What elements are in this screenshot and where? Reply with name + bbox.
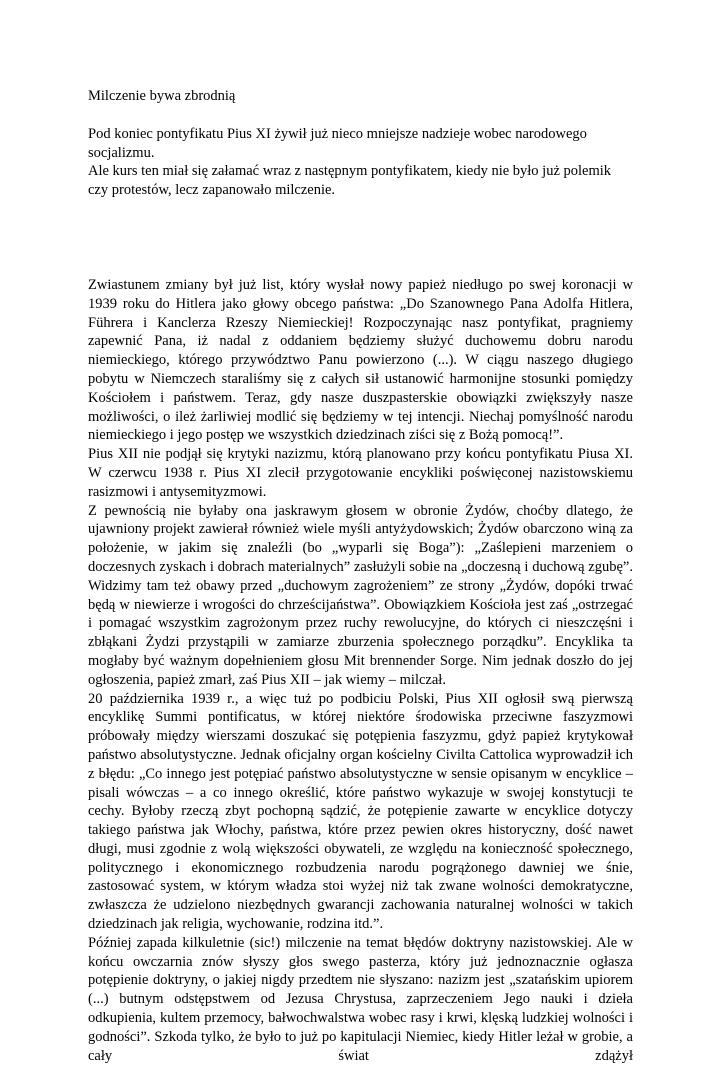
body-paragraph: Później zapada kilkuletnie (sic!) milczenie na temat błędów doktryny nazistowskiej. Ale w końcu owczarnia znów słyszy głos swego pasterza, który już jednoznacznie ogłasza potępienie doktryny, o jakiej nigdy przedtem nie słyszano: nazizm jest „szatańskim upiorem (...) butnym odstępstwem od Jezusa Chrystusa, zaprzeczeniem Jego nauki i dzieła odkupienia, kultem przemocy, bałwochwalstwa wobec rasy i krwi, klęską ludzkiej wolności i godności”. Szkoda tylko, że było to już po kapitulacji Niemiec, kiedy Hitler leżał w grobie, a cały świat zdążył (88, 934, 633, 1064)
body-paragraph: Z pewnością nie byłaby ona jaskrawym głosem w obronie Żydów, choćby dlatego, że ujawniony projekt zawierał również wiele myśli antyżydowskich; Żydów obarczono winą za położenie, w jakim się znaleźli (bo „wyparli się Boga”): „Zaślepieni marzeniem o doczesnych zyskach i dobrach materialnych” zasłużyli sobie na „doczesną i duchową zgubę”. Widzimy tam też obawy przed „duchowym zagrożeniem” ze strony „Żydów, dopóki trwać będą w niewierze i wrogości do chrześcijaństwa”. Obowiązkiem Kościoła jest zaś „ostrzegać i pomagać wszystkim zagrożonym przez ruchy rewolucyjne, do których ci nieszczęśni i zbłąkani Żydzi przystąpili w zamiarze zburzenia społecznego porządku”. Encyklika ta mogłaby być ważnym dopełnieniem głosu Mit brennender Sorge. Nim jednak doszło do jej ogłoszenia, papież zmarł, zaś Pius XII – jak wiemy – milczał. (88, 502, 633, 688)
body-paragraph: Zwiastunem zmiany był już list, który wysłał nowy papież niedługo po swej koronacji w 1939 roku do Hitlera jako głowy obcego państwa: „Do Szanownego Pana Adolfa Hitlera, Führera i Kanclerza Rzeszy Niemieckiej! Rozpoczynając nasz pontyfikat, pragniemy zapewnić Pana, iż nadal z oddaniem będziemy służyć duchowemu dobru narodu niemieckiego, którego przywództwo Panu powierzono (...). W ciągu naszego długiego pobytu w Niemczech staraliśmy się z całych sił ustanowić harmonijne stosunki pomiędzy Kościołem i państwem. Teraz, gdy nasze duszpasterskie obowiązki zwiększyły nasze możliwości, o ileż żarliwiej modlić się będziemy w tej intencji. Niechaj pomyślność narodu niemieckiego i jego postęp we wszystkich dziedzinach ziści się z Bożą pomocą!”. (88, 276, 633, 444)
document-title: Milczenie bywa zbrodnią (88, 88, 236, 104)
body-paragraph: Pius XII nie podjął się krytyki nazizmu, którą planowano przy końcu pontyfikatu Piusa XI. W czerwcu 1938 r. Pius XI zlecił przygotowanie encykliki poświęconej nazistowskiemu rasizmowi i antysemityzmowi. (88, 446, 633, 500)
section-gap (88, 200, 633, 276)
intro-section (88, 125, 633, 200)
intro-paragraph: Ale kurs ten miał się załamać wraz z następnym pontyfikatem, kiedy nie było już polemik czy protestów, lecz zapanowało milczenie. (88, 163, 612, 199)
document-page (88, 87, 633, 1065)
body-section (88, 276, 633, 1065)
body-paragraph: 20 października 1939 r., a więc tuż po podbiciu Polski, Pius XII ogłosił swą pierwszą encyklikę Summi pontificatus, w której niektóre środowiska przeciwne faszyzmowi próbowały między wierszami doszukać się potępienia faszyzmu, gdyż papież krytykował państwo absolutystyczne. Jednak oficjalny organ kościelny Civilta Cattolica wyprowadził ich z błędu: „Co innego jest potępiać państwo absolutystyczne w sensie opisanym w encyklice – pisali wówczas – a co innego określić, które państwo wykazuje w swojej konstytucji te cechy. Byłoby rzeczą zbyt pochopną sądzić, że potępienie zawarte w encyklice dotyczy takiego państwa jak Włochy, państwa, które przez pewien okres historyczny, dość nawet długi, musi zgodnie z wolą większości obywateli, ze względu na konieczność społecznego, politycznego i ekonomicznego rozbudzenia narodu pogrążonego dawniej we śnie, zastosować system, w którym władza stoi wyżej niż tak zwane wolności demokratyczne, zwłaszcza że udzielono niezbędnych gwarancji zachowania naturalnej wolności w takich dziedzinach jak religia, wychowanie, rodzina itd.”. (88, 690, 633, 933)
intro-paragraph: Pod koniec pontyfikatu Pius XI żywił już nieco mniejsze nadzieje wobec narodowego socjalizmu. (88, 125, 587, 161)
